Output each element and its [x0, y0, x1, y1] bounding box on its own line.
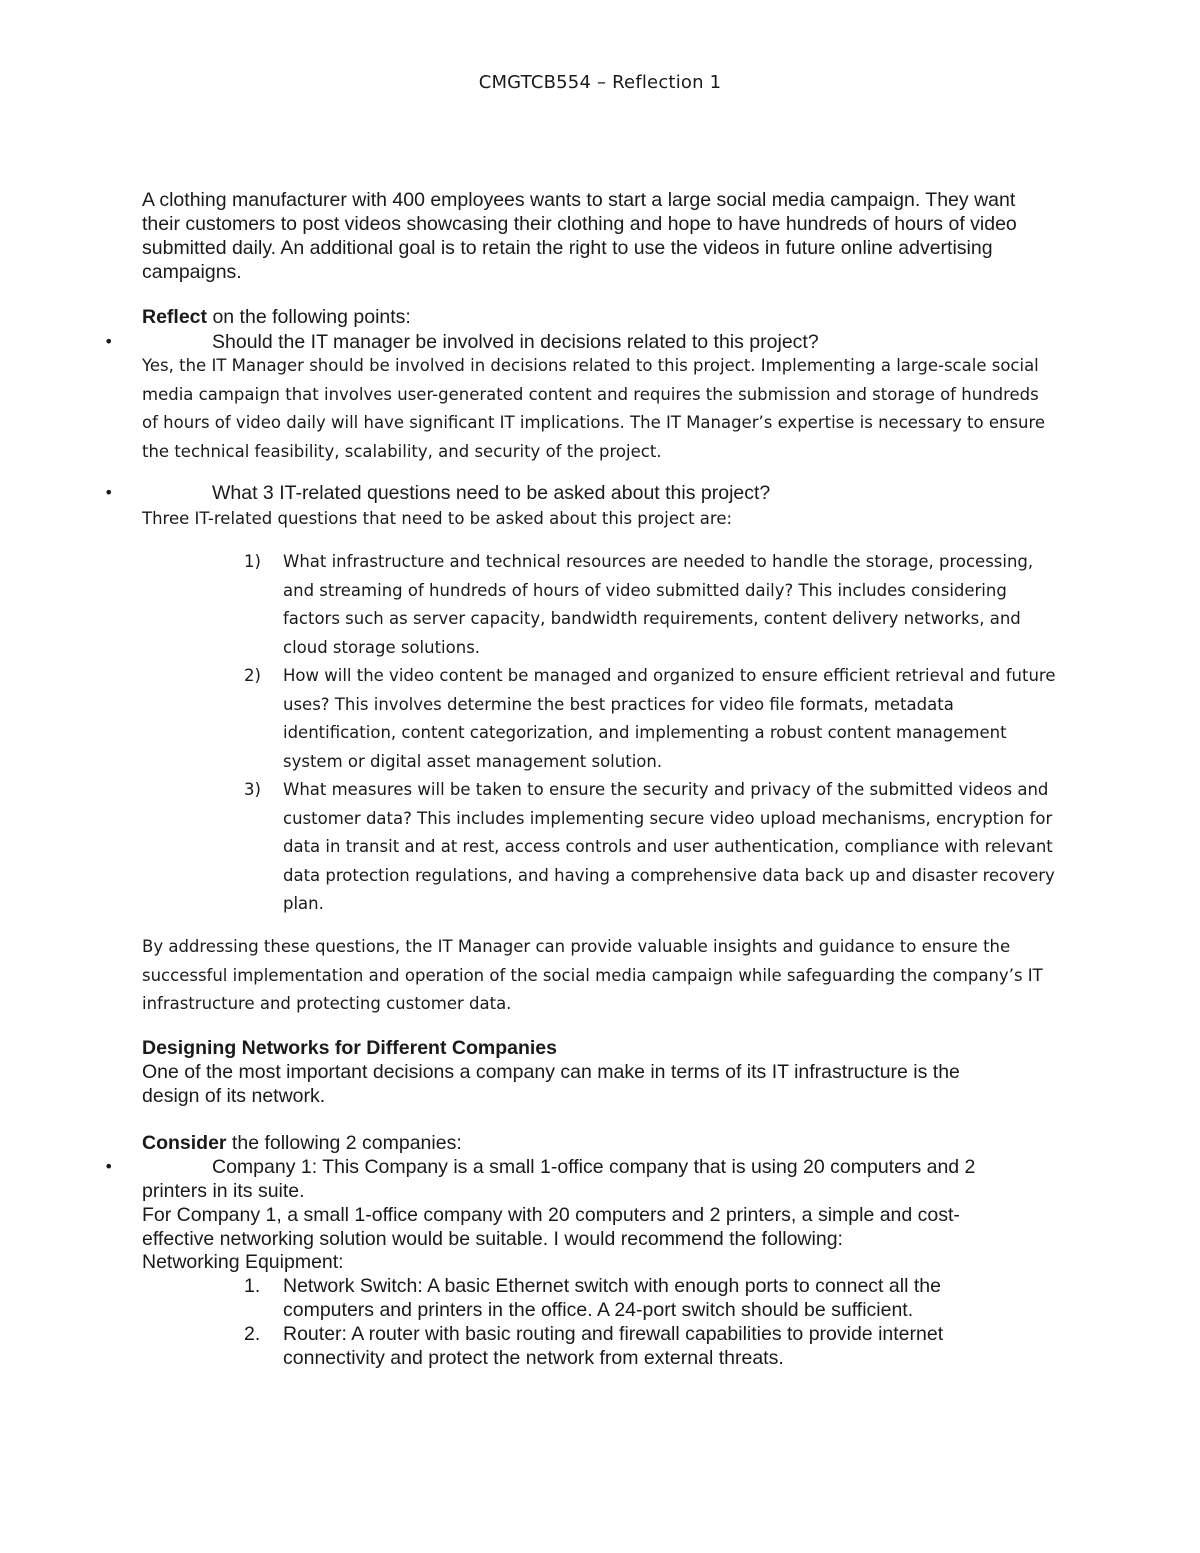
list-item: [244, 776, 1064, 919]
list-text: Network Switch: A basic Ethernet switch with enough ports to connect all the computers and printers in the office. A 24-port switch should be sufficient.: [283, 1275, 941, 1321]
list-item: [244, 1322, 1004, 1370]
bullet-item: [104, 1155, 1064, 1179]
bullet-icon: •: [104, 1157, 114, 1176]
bullet-item: [104, 330, 1064, 354]
reflect-lead: Reflect: [142, 306, 208, 328]
intro-paragraph: A clothing manufacturer with 400 employees wants to start a large social media campaign. They want their customers to post videos showcasing their clothing and hope to have hundreds of hours of video submitted daily. An additional goal is to retain the right to use the videos in future online advertising campaigns.: [142, 189, 1017, 283]
consider-prompt: [142, 1131, 1062, 1155]
list-number: 2): [244, 666, 261, 685]
consider-rest: the following 2 companies:: [226, 1132, 462, 1154]
list-text: How will the video content be managed and organized to ensure efficient retrieval and future uses? This involves determine the best practices for video file formats, metadata identification, content categorization, and implementing a robust content management system or digital asset management solution.: [283, 666, 1056, 771]
document-title: CMGTCB554 – Reflection 1: [478, 72, 722, 93]
answer-lead: Three IT-related questions that need to be asked about this project are:: [142, 509, 733, 528]
equipment-list: [244, 1274, 1004, 1370]
bullet-continuation: printers in its suite.: [142, 1180, 305, 1202]
list-item: [244, 662, 1064, 776]
answer-paragraph: Yes, the IT Manager should be involved in decisions related to this project. Implementing a large-scale social media campaign that involves user-generated content and requires the submission and storage of hundreds of hours of video daily will have significant IT implications. The IT Manager’s expertise is necessary to ensure the technical feasibility, scalability, and security of the project.: [142, 356, 1046, 461]
list-number: 3): [244, 780, 261, 799]
bullet-icon: •: [104, 332, 114, 351]
company1-answer: For Company 1, a small 1-office company with 20 computers and 2 printers, a simple and cost-effective networking solution would be suitable. I would recommend the following:: [142, 1204, 960, 1250]
section-heading: Designing Networks for Different Companies: [142, 1037, 557, 1059]
list-number: 1): [244, 552, 261, 571]
reflect-rest: on the following points:: [207, 306, 411, 328]
list-item: [244, 1274, 1004, 1322]
bullet-question: Should the IT manager be involved in decisions related to this project?: [212, 331, 819, 353]
bullet-icon: •: [104, 483, 114, 502]
list-text: Router: A router with basic routing and firewall capabilities to provide internet connectivity and protect the network from external threats.: [283, 1323, 944, 1369]
list-text: What infrastructure and technical resources are needed to handle the storage, processing, and streaming of hundreds of hours of video submitted daily? This includes considering factors such as server capacity, bandwidth requirements, content delivery networks, and cloud storage solutions.: [283, 552, 1034, 657]
bullet-question: What 3 IT-related questions need to be asked about this project?: [212, 482, 771, 504]
conclusion-paragraph: By addressing these questions, the IT Manager can provide valuable insights and guidance to ensure the successful implementation and operation of the social media campaign while safeguarding the company’s IT infrastructure and protecting customer data.: [142, 937, 1043, 1013]
reflect-prompt: [142, 305, 1062, 329]
list-number: 1.: [244, 1275, 261, 1297]
consider-lead: Consider: [142, 1132, 227, 1154]
list-item: [244, 548, 1064, 662]
bullet-question: Company 1: This Company is a small 1-office company that is using 20 computers and 2: [212, 1156, 976, 1178]
equipment-label: Networking Equipment:: [142, 1251, 344, 1273]
bullet-item: [104, 481, 1064, 505]
numbered-list: [244, 548, 1064, 919]
list-number: 2.: [244, 1323, 261, 1345]
list-text: What measures will be taken to ensure the security and privacy of the submitted videos and customer data? This includes implementing secure video upload mechanisms, encryption for data in transit and at rest, access controls and user authentication, compliance with relevant data protection regulations, and having a comprehensive data back up and disaster recovery plan.: [283, 780, 1055, 913]
section-intro: One of the most important decisions a company can make in terms of its IT infrastructure is the design of its network.: [142, 1061, 960, 1107]
